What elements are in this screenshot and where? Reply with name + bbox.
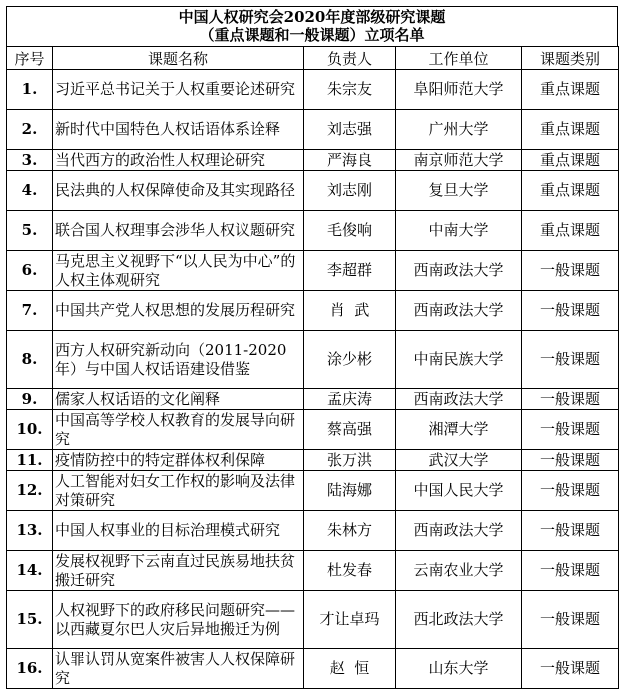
- row-number: 7.: [7, 291, 53, 331]
- project-name: 人权视野下的政府移民问题研究——以西藏夏尔巴人灾后异地搬迁为例: [53, 591, 304, 649]
- project-name: 人工智能对妇女工作权的影响及法律对策研究: [53, 471, 304, 511]
- work-unit: 中南民族大学: [396, 331, 522, 389]
- table-row: [7, 251, 619, 291]
- project-name: 西方人权研究新动向（2011-2020年）与中国人权话语建设借鉴: [53, 331, 304, 389]
- title-line-1: 中国人权研究会2020年度部级研究课题: [178, 8, 446, 26]
- work-unit: 西南政法大学: [396, 511, 522, 551]
- project-category: 一般课题: [522, 649, 619, 689]
- table-row: [7, 389, 619, 410]
- table-row: [7, 471, 619, 511]
- work-unit: 西南政法大学: [396, 251, 522, 291]
- work-unit: 复旦大学: [396, 171, 522, 211]
- row-number: 14.: [7, 551, 53, 591]
- work-unit: 西北政法大学: [396, 591, 522, 649]
- project-name: 儒家人权话语的文化阐释: [53, 389, 304, 410]
- row-number: 10.: [7, 410, 53, 450]
- project-leader: 张万洪: [304, 450, 396, 471]
- row-number: 6.: [7, 251, 53, 291]
- header-number: 序号: [7, 47, 53, 70]
- project-leader: 蔡高强: [304, 410, 396, 450]
- row-number: 1.: [7, 70, 53, 110]
- project-leader: 李超群: [304, 251, 396, 291]
- project-name: 当代西方的政治性人权理论研究: [53, 150, 304, 171]
- table-row: [7, 410, 619, 450]
- table-row: [7, 551, 619, 591]
- project-category: 一般课题: [522, 591, 619, 649]
- project-category: 一般课题: [522, 291, 619, 331]
- project-category: 一般课题: [522, 450, 619, 471]
- project-category: 一般课题: [522, 511, 619, 551]
- project-leader: 陆海娜: [304, 471, 396, 511]
- project-name: 中国高等学校人权教育的发展导向研究: [53, 410, 304, 450]
- work-unit: 西南政法大学: [396, 291, 522, 331]
- table-row: [7, 211, 619, 251]
- row-number: 16.: [7, 649, 53, 689]
- table-row: [7, 150, 619, 171]
- row-number: 15.: [7, 591, 53, 649]
- project-category: 重点课题: [522, 110, 619, 150]
- project-leader: 杜发春: [304, 551, 396, 591]
- row-number: 5.: [7, 211, 53, 251]
- row-number: 9.: [7, 389, 53, 410]
- project-category: 重点课题: [522, 211, 619, 251]
- row-number: 13.: [7, 511, 53, 551]
- table-row: [7, 291, 619, 331]
- title-line-2: （重点课题和一般课题）立项名单: [199, 26, 425, 44]
- project-list-sheet: [6, 6, 618, 689]
- table-row: [7, 511, 619, 551]
- project-leader: 刘志强: [304, 110, 396, 150]
- table-row: [7, 331, 619, 389]
- work-unit: 西南政法大学: [396, 389, 522, 410]
- work-unit: 山东大学: [396, 649, 522, 689]
- project-name: 疫情防控中的特定群体权利保障: [53, 450, 304, 471]
- table-row: [7, 110, 619, 150]
- project-leader: 朱林方: [304, 511, 396, 551]
- header-work-unit: 工作单位: [396, 47, 522, 70]
- table-row: [7, 591, 619, 649]
- project-name: 联合国人权理事会涉华人权议题研究: [53, 211, 304, 251]
- project-category: 一般课题: [522, 331, 619, 389]
- project-name: 中国共产党人权思想的发展历程研究: [53, 291, 304, 331]
- project-category: 重点课题: [522, 150, 619, 171]
- table-row: [7, 70, 619, 110]
- project-name: 习近平总书记关于人权重要论述研究: [53, 70, 304, 110]
- project-name: 马克思主义视野下“以人民为中心”的人权主体观研究: [53, 251, 304, 291]
- work-unit: 云南农业大学: [396, 551, 522, 591]
- project-category: 一般课题: [522, 471, 619, 511]
- project-leader: 涂少彬: [304, 331, 396, 389]
- work-unit: 南京师范大学: [396, 150, 522, 171]
- project-category: 一般课题: [522, 389, 619, 410]
- work-unit: 湘潭大学: [396, 410, 522, 450]
- table-row: [7, 649, 619, 689]
- project-category: 重点课题: [522, 70, 619, 110]
- header-leader: 负责人: [304, 47, 396, 70]
- work-unit: 中国人民大学: [396, 471, 522, 511]
- row-number: 2.: [7, 110, 53, 150]
- project-leader: 朱宗友: [304, 70, 396, 110]
- work-unit: 中南大学: [396, 211, 522, 251]
- project-leader: 才让卓玛: [304, 591, 396, 649]
- project-category: 重点课题: [522, 171, 619, 211]
- table-row: [7, 171, 619, 211]
- table-header-row: [7, 47, 619, 70]
- project-name: 中国人权事业的目标治理模式研究: [53, 511, 304, 551]
- project-leader: 刘志刚: [304, 171, 396, 211]
- project-leader: 肖 武: [304, 291, 396, 331]
- project-table: [6, 46, 619, 689]
- work-unit: 阜阳师范大学: [396, 70, 522, 110]
- project-category: 一般课题: [522, 551, 619, 591]
- document-title: [6, 6, 618, 46]
- row-number: 8.: [7, 331, 53, 389]
- table-row: [7, 450, 619, 471]
- row-number: 12.: [7, 471, 53, 511]
- row-number: 11.: [7, 450, 53, 471]
- row-number: 3.: [7, 150, 53, 171]
- work-unit: 武汉大学: [396, 450, 522, 471]
- row-number: 4.: [7, 171, 53, 211]
- project-leader: 严海良: [304, 150, 396, 171]
- project-category: 一般课题: [522, 410, 619, 450]
- work-unit: 广州大学: [396, 110, 522, 150]
- header-project-name: 课题名称: [53, 47, 304, 70]
- project-leader: 孟庆涛: [304, 389, 396, 410]
- project-leader: 赵 恒: [304, 649, 396, 689]
- project-name: 认罪认罚从宽案件被害人人权保障研究: [53, 649, 304, 689]
- project-name: 民法典的人权保障使命及其实现路径: [53, 171, 304, 211]
- project-category: 一般课题: [522, 251, 619, 291]
- header-category: 课题类别: [522, 47, 619, 70]
- project-name: 发展权视野下云南直过民族易地扶贫搬迁研究: [53, 551, 304, 591]
- project-leader: 毛俊响: [304, 211, 396, 251]
- project-name: 新时代中国特色人权话语体系诠释: [53, 110, 304, 150]
